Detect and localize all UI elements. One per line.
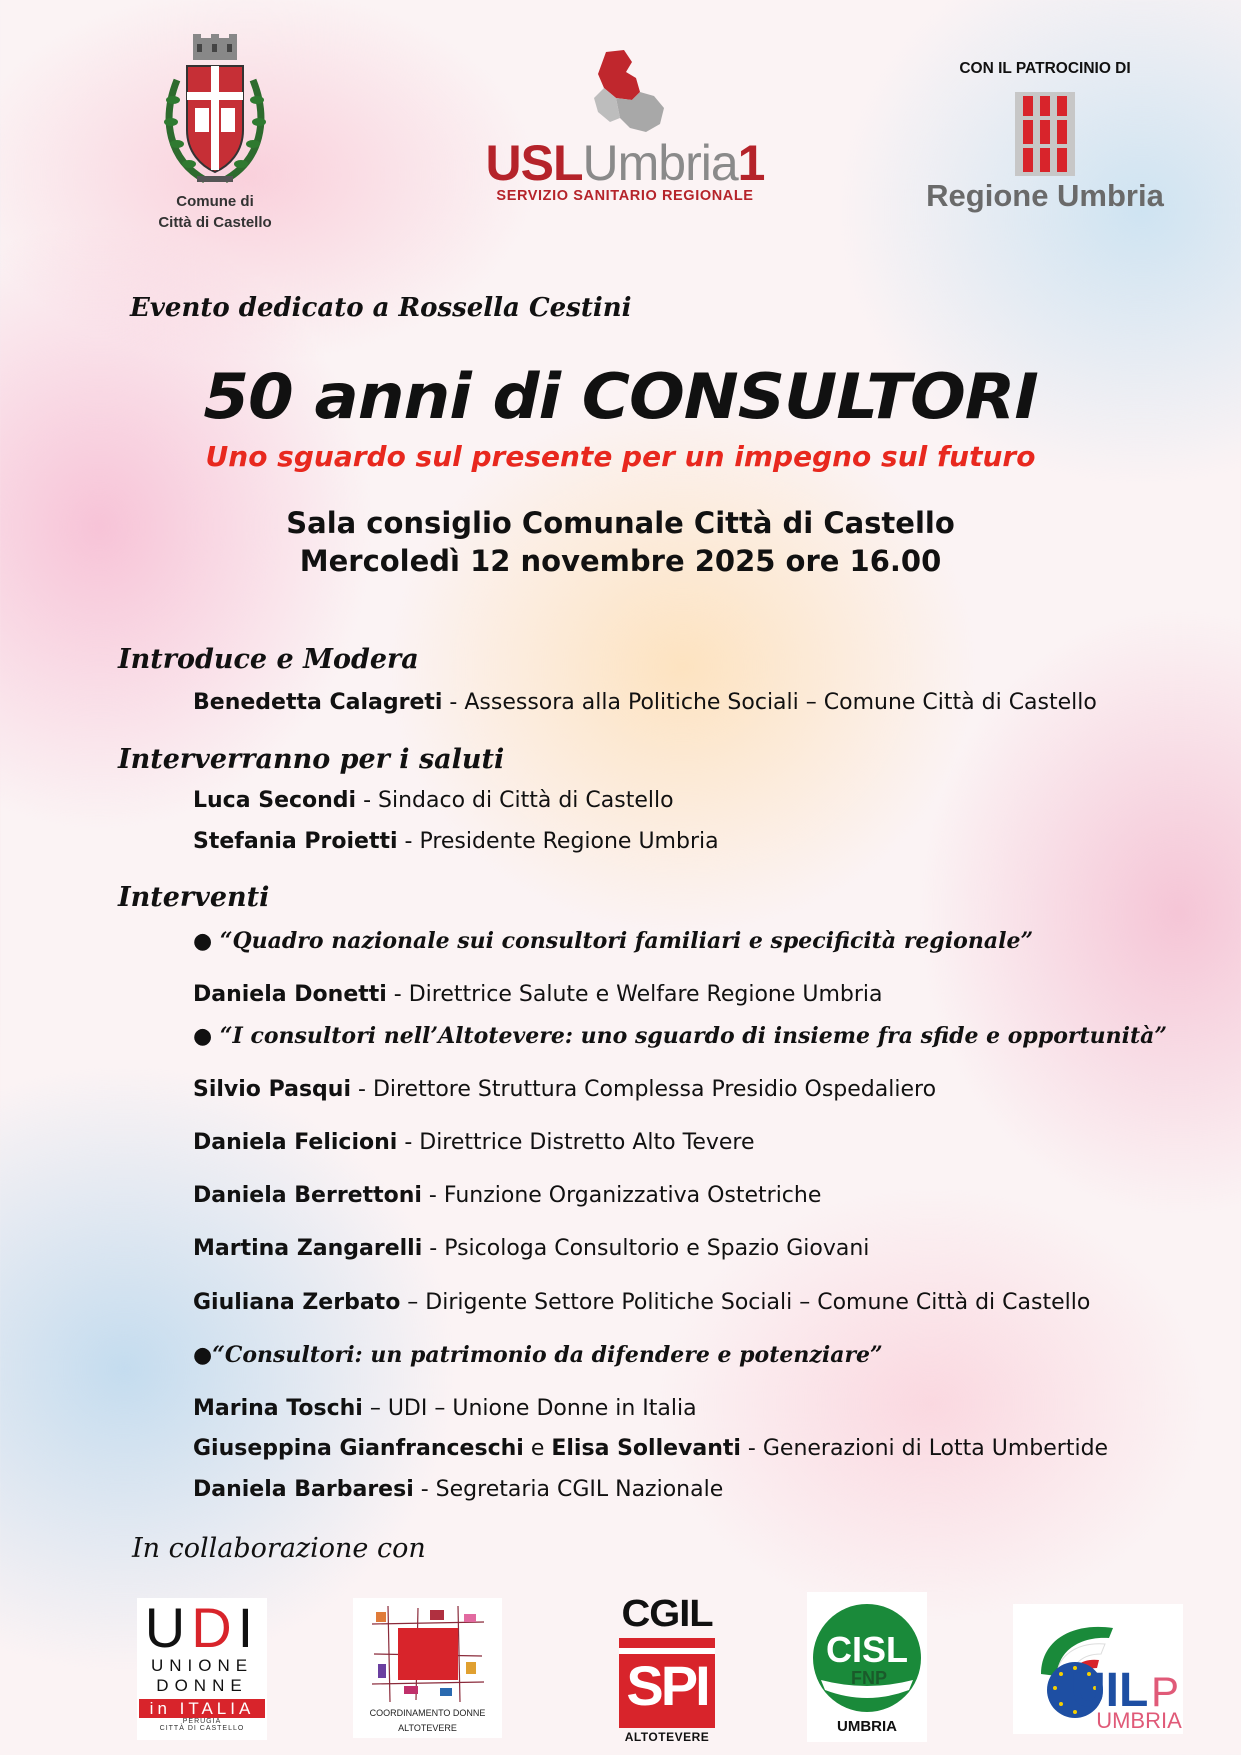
speaker-name: Elisa Sollevanti <box>551 1436 741 1461</box>
speaker-role: – Dirigente Settore Politiche Sociali – Comune Città di Castello <box>400 1290 1091 1315</box>
speaker-name: Benedetta Calagreti <box>193 690 443 715</box>
cisl-foot: UMBRIA <box>837 1718 897 1735</box>
venue-place: Sala consiglio Comunale Città di Castello <box>286 506 955 540</box>
uil-word: UIL <box>1071 1664 1149 1717</box>
regione-name: Regione Umbria <box>926 178 1164 213</box>
speaker-role: - Segretaria CGIL Nazionale <box>413 1477 724 1502</box>
venue-block <box>0 504 1241 580</box>
comune-name-line1: Comune di <box>176 193 254 210</box>
speaker-row <box>193 829 719 854</box>
speaker-role: - Direttore Struttura Complessa Presidio Ospedaliero <box>351 1077 937 1102</box>
patrocinio-label: CON IL PATROCINIO DI <box>959 60 1131 77</box>
topic-row: ●“Consultori: un patrimonio da difendere e potenziare” <box>193 1342 883 1368</box>
udi-line1: UNIONE <box>150 1656 254 1675</box>
cgil-word: CGIL <box>621 1593 713 1635</box>
speaker-row <box>193 690 1097 715</box>
speaker-role: - Generazioni di Lotta Umbertide <box>740 1436 1109 1461</box>
udi-city1: PERUGIA <box>182 1718 222 1725</box>
coord-line1: COORDINAMENTO DONNE <box>369 1708 486 1718</box>
section-introduce: Introduce e Modera <box>118 644 419 675</box>
speaker-role: – UDI – Unione Donne in Italia <box>362 1396 697 1421</box>
speaker-row <box>193 1396 697 1421</box>
udi-letter-i: I <box>237 1596 260 1659</box>
umbria-map-icon <box>580 48 670 134</box>
speaker-name: Stefania Proietti <box>193 829 398 854</box>
main-title: 50 anni di CONSULTORI <box>203 360 1038 433</box>
cgil-spi-logo <box>615 1594 719 1744</box>
udi-city2: CITTÀ DI CASTELLO <box>159 1725 245 1732</box>
usl-bold: USL <box>485 135 583 191</box>
uil-flag-icon <box>1013 1604 1183 1734</box>
topic-row: ● “Quadro nazionale sui consultori familiari e specificità regionale” <box>193 928 1034 954</box>
uilp-logo <box>1013 1604 1183 1734</box>
dedica-text: Evento dedicato a Rossella Cestini <box>130 293 632 323</box>
uilp-letter: P <box>1151 1668 1180 1715</box>
collab-label: In collaborazione con <box>132 1533 426 1564</box>
usl-light: Umbria <box>582 135 738 191</box>
speaker-name: Daniela Felicioni <box>193 1130 398 1155</box>
speaker-name: Giuseppina Gianfranceschi <box>193 1436 524 1461</box>
speaker-row <box>193 1236 869 1261</box>
udi-line2: DONNE <box>156 1676 248 1695</box>
speaker-row <box>193 982 883 1007</box>
speaker-role: - Psicologa Consultorio e Spazio Giovani <box>422 1236 870 1261</box>
speaker-role: - Funzione Organizzativa Ostetriche <box>421 1183 822 1208</box>
speaker-name: Giuliana Zerbato <box>193 1290 401 1315</box>
speaker-role: - Direttrice Salute e Welfare Regione Umbria <box>386 982 883 1007</box>
udi-letter-u: U <box>144 1596 192 1659</box>
speaker-role: - Sindaco di Città di Castello <box>356 788 674 813</box>
udi-logo <box>137 1598 267 1740</box>
subtitle: Uno sguardo sul presente per un impegno sul futuro <box>205 440 1036 473</box>
coat-of-arms-icon <box>155 30 275 190</box>
venue-date: Mercoledì 12 novembre 2025 ore 16.00 <box>299 544 942 578</box>
cgil-foot: ALTOTEVERE <box>624 1730 710 1744</box>
udi-letter-d: D <box>191 1596 238 1659</box>
speaker-role: - Presidente Regione Umbria <box>397 829 719 854</box>
coord-mosaic-icon <box>368 1604 488 1704</box>
speaker-row <box>193 1077 936 1102</box>
speaker-row <box>193 1183 821 1208</box>
cisl-word: CISL <box>825 1629 909 1670</box>
speaker-conjunction: e <box>523 1436 552 1461</box>
fnp-word: FNP <box>851 1668 887 1688</box>
speaker-name: Daniela Berrettoni <box>193 1183 422 1208</box>
regione-emblem-icon <box>1015 92 1075 176</box>
speaker-role: - Assessora alla Politiche Sociali – Comune Città di Castello <box>442 690 1097 715</box>
uilp-foot: UMBRIA <box>1096 1708 1182 1733</box>
cisl-circle-icon <box>809 1596 925 1716</box>
speaker-row <box>193 1290 1090 1315</box>
speaker-row <box>193 1477 723 1502</box>
coord-donne-logo <box>353 1598 502 1738</box>
speaker-row <box>193 788 674 813</box>
speaker-name: Silvio Pasqui <box>193 1077 352 1102</box>
udi-strip: in ITALIA <box>139 1699 265 1718</box>
speaker-name: Marina Toschi <box>193 1396 363 1421</box>
usl-number: 1 <box>737 135 765 191</box>
speaker-name: Daniela Barbaresi <box>193 1477 414 1502</box>
cisl-fnp-logo <box>807 1592 927 1742</box>
speaker-role: - Direttrice Distretto Alto Tevere <box>397 1130 755 1155</box>
speaker-name: Daniela Donetti <box>193 982 387 1007</box>
topic-row: ● “I consultori nell’Altotevere: uno sguardo di insieme fra sfide e opportunità” <box>193 1023 1168 1049</box>
section-interventi: Interventi <box>118 882 270 913</box>
speaker-row-joint <box>193 1436 1108 1461</box>
usl-logo <box>480 48 770 204</box>
section-saluti: Interverranno per i saluti <box>118 744 505 775</box>
spi-block: SPI <box>619 1638 715 1728</box>
speaker-name: Martina Zangarelli <box>193 1236 423 1261</box>
speaker-row <box>193 1130 755 1155</box>
patrocinio-block <box>880 60 1210 214</box>
usl-subtitle: SERVIZIO SANITARIO REGIONALE <box>496 188 754 204</box>
coord-line2: ALTOTEVERE <box>398 1723 457 1733</box>
comune-name-line2: Città di Castello <box>158 214 272 231</box>
comune-logo <box>150 30 280 232</box>
speaker-name: Luca Secondi <box>193 788 357 813</box>
